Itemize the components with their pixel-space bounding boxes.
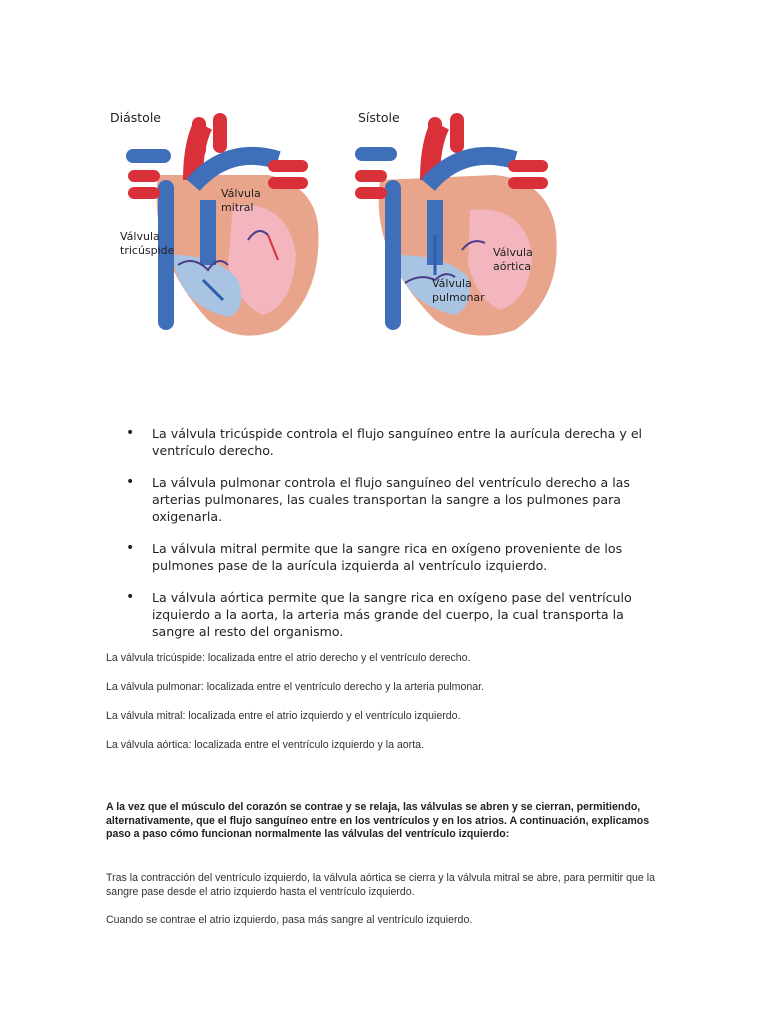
- paragraph-aortic: La válvula aórtica: localizada entre el ventrículo izquierdo y la aorta.: [106, 739, 424, 751]
- diastole-heart-illustration: [118, 105, 328, 345]
- aortic-valve-label: Válvula aórtica: [493, 246, 533, 273]
- bullet-aortic: • La válvula aórtica permite que la sangre rica en oxígeno pase del ventrículo izquierdo a la aorta, la arteria más grande del cuerpo, la cual transporta la sangre al resto del organismo.: [126, 589, 656, 640]
- step-paragraph-1: Tras la contracción del ventrículo izquierdo, la válvula aórtica se cierra y la válvula mitral se abre, para permitir que la sangre pase desde el atrio izquierdo hasta el ventrículo izquierdo.: [106, 872, 655, 898]
- intro-bold-paragraph: A la vez que el músculo del corazón se contrae y se relaja, las válvulas se abren y se cierran, permitiendo, alternativamente, que el flujo sanguíneo entre en los ventrículos y en los atrios. A continuación, explicamos paso a paso cómo funcionan normalmente las válvulas del ventrículo izquierdo:: [106, 801, 650, 840]
- valve-function-list: [126, 425, 656, 655]
- pulmonary-valve-label: Válvula pulmonar: [432, 277, 485, 304]
- paragraph-tricuspid: La válvula tricúspide: localizada entre el atrio derecho y el ventrículo derecho.: [106, 652, 471, 664]
- heart-valves-figure: [100, 95, 580, 355]
- paragraph-pulmonary: La válvula pulmonar: localizada entre el ventrículo derecho y la arteria pulmonar.: [106, 681, 485, 693]
- mitral-valve-label: Válvula mitral: [221, 187, 261, 214]
- bullet-pulmonary: • La válvula pulmonar controla el flujo sanguíneo del ventrículo derecho a las arterias pulmonares, las cuales transportan la sangre a los pulmones para oxigenarla.: [126, 474, 656, 525]
- bullet-tricuspid: • La válvula tricúspide controla el flujo sanguíneo entre la aurícula derecha y el ventrículo derecho.: [126, 425, 656, 459]
- systole-heart-illustration: [350, 105, 570, 345]
- systole-title: Sístole: [358, 110, 400, 125]
- diastole-title: Diástole: [110, 110, 161, 125]
- bullet-mitral: • La válvula mitral permite que la sangre rica en oxígeno proveniente de los pulmones pase de la aurícula izquierda al ventrículo izquierdo.: [126, 540, 656, 574]
- tricuspid-valve-label: Válvula tricúspide: [120, 230, 175, 257]
- paragraph-mitral: La válvula mitral: localizada entre el atrio izquierdo y el ventrículo izquierdo.: [106, 710, 461, 722]
- step-paragraph-2: Cuando se contrae el atrio izquierdo, pasa más sangre al ventrículo izquierdo.: [106, 914, 473, 926]
